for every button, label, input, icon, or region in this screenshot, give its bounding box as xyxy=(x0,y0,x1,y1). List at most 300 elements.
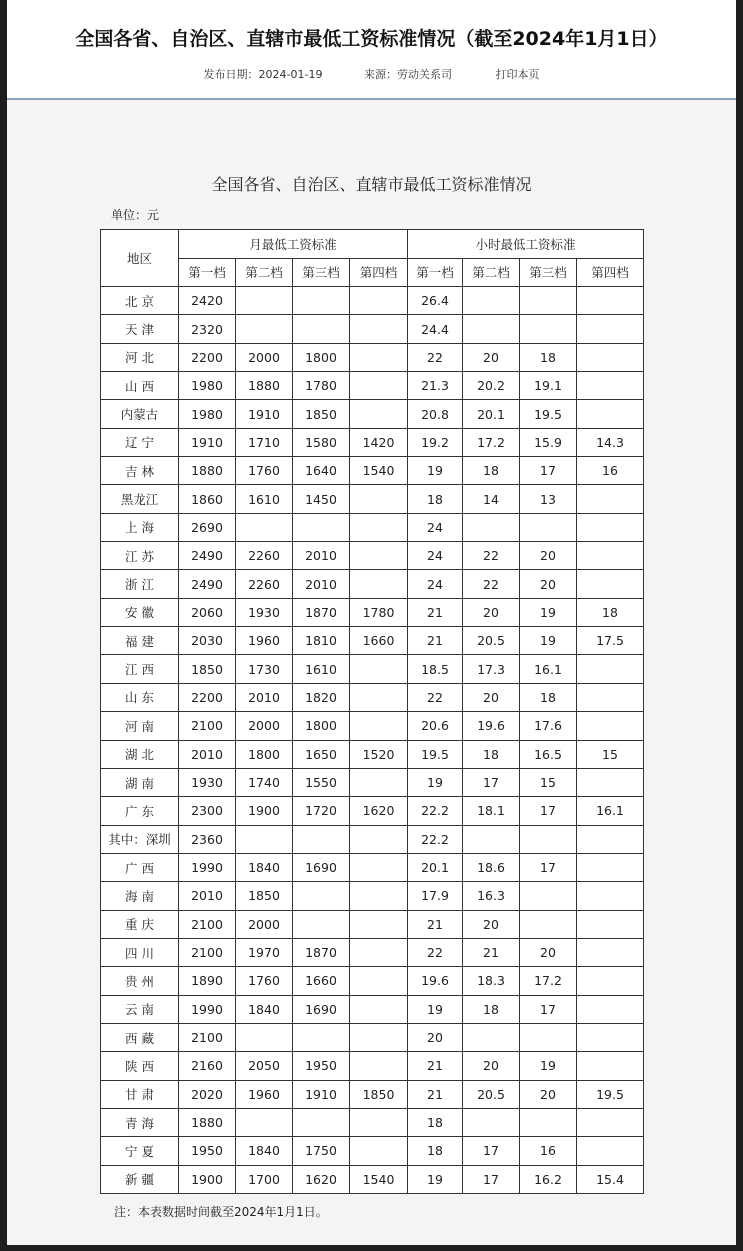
hourly-tier-1-cell: 19 xyxy=(408,457,463,485)
hourly-tier-4-cell xyxy=(577,1023,644,1051)
monthly-tier-4-cell xyxy=(350,287,408,315)
table-row xyxy=(101,485,644,513)
hourly-tier-1-cell: 19 xyxy=(408,995,463,1023)
hourly-tier-4-cell xyxy=(577,287,644,315)
monthly-tier-1-cell: 1850 xyxy=(179,655,236,683)
source-label: 来源：劳动关系司 xyxy=(363,68,452,81)
hourly-tier-3-cell: 18 xyxy=(520,343,577,371)
hourly-tier-2-cell: 18 xyxy=(463,457,520,485)
region-cell: 上 海 xyxy=(101,513,179,541)
footnote: 注：本表数据时间截至2024年1月1日。 xyxy=(114,1205,328,1219)
hourly-tier-3-cell: 19.1 xyxy=(520,372,577,400)
hourly-wage-header: 小时最低工资标准 xyxy=(408,230,644,259)
monthly-tier-3-cell: 1870 xyxy=(293,938,350,966)
hourly-tier-2-cell: 20 xyxy=(463,598,520,626)
hourly-tier-1-cell: 22.2 xyxy=(408,797,463,825)
monthly-tier-1-cell: 2010 xyxy=(179,882,236,910)
hourly-tier-2-cell: 20.2 xyxy=(463,372,520,400)
region-cell: 其中：深圳 xyxy=(101,825,179,853)
monthly-tier-4-cell xyxy=(350,372,408,400)
monthly-tier-4-cell xyxy=(350,655,408,683)
monthly-tier-4-cell xyxy=(350,882,408,910)
region-cell: 湖 南 xyxy=(101,768,179,796)
hourly-tier-2-cell: 20 xyxy=(463,683,520,711)
monthly-tier-2-cell xyxy=(236,315,293,343)
table-row xyxy=(101,853,644,881)
monthly-tier-3-cell xyxy=(293,882,350,910)
hourly-tier-1-cell: 19 xyxy=(408,768,463,796)
hourly-tier-4-cell xyxy=(577,768,644,796)
hourly-tier-3-cell: 16 xyxy=(520,1137,577,1165)
hourly-tier-2-cell: 14 xyxy=(463,485,520,513)
table-row xyxy=(101,683,644,711)
table-row xyxy=(101,1137,644,1165)
monthly-tier-1-cell: 1990 xyxy=(179,995,236,1023)
monthly-tier-1-cell: 2490 xyxy=(179,570,236,598)
hourly-tier-1-cell: 20 xyxy=(408,1023,463,1051)
monthly-tier-1-cell: 2420 xyxy=(179,287,236,315)
hourly-tier-4-cell xyxy=(577,1108,644,1136)
unit-label: 单位：元 xyxy=(111,208,160,222)
region-cell: 山 西 xyxy=(101,372,179,400)
monthly-tier-1-cell: 1900 xyxy=(179,1165,236,1193)
table-row xyxy=(101,740,644,768)
table-row xyxy=(101,457,644,485)
monthly-tier-2-cell: 1930 xyxy=(236,598,293,626)
monthly-tier-4-cell xyxy=(350,343,408,371)
monthly-tier-2-cell: 1840 xyxy=(236,995,293,1023)
table-row xyxy=(101,1108,644,1136)
monthly-tier-4-cell: 1660 xyxy=(350,627,408,655)
region-cell: 山 东 xyxy=(101,683,179,711)
monthly-tier-3-cell: 1780 xyxy=(293,372,350,400)
monthly-tier-2-cell: 1700 xyxy=(236,1165,293,1193)
region-cell: 四 川 xyxy=(101,938,179,966)
monthly-tier-2-cell: 1960 xyxy=(236,1080,293,1108)
monthly-tier-3-header: 第三档 xyxy=(293,258,350,287)
hourly-tier-4-cell xyxy=(577,570,644,598)
hourly-tier-3-cell: 16.2 xyxy=(520,1165,577,1193)
region-cell: 黑龙江 xyxy=(101,485,179,513)
monthly-tier-2-cell: 1800 xyxy=(236,740,293,768)
hourly-tier-2-cell: 22 xyxy=(463,570,520,598)
monthly-tier-3-cell: 1750 xyxy=(293,1137,350,1165)
monthly-tier-4-cell: 1540 xyxy=(350,457,408,485)
monthly-tier-1-cell: 2100 xyxy=(179,712,236,740)
monthly-tier-4-cell: 1420 xyxy=(350,428,408,456)
monthly-tier-2-cell: 1710 xyxy=(236,428,293,456)
monthly-tier-1-cell: 1950 xyxy=(179,1137,236,1165)
monthly-tier-3-cell xyxy=(293,1023,350,1051)
monthly-tier-3-cell: 1910 xyxy=(293,1080,350,1108)
hourly-tier-4-cell xyxy=(577,513,644,541)
monthly-tier-3-cell: 2010 xyxy=(293,570,350,598)
minimum-wage-table xyxy=(100,229,644,1194)
hourly-tier-3-cell: 15 xyxy=(520,768,577,796)
monthly-tier-3-cell: 1690 xyxy=(293,853,350,881)
monthly-tier-2-cell: 1960 xyxy=(236,627,293,655)
monthly-tier-4-cell: 1850 xyxy=(350,1080,408,1108)
hourly-tier-2-cell: 20.5 xyxy=(463,627,520,655)
monthly-tier-2-cell: 1900 xyxy=(236,797,293,825)
monthly-tier-3-cell: 1810 xyxy=(293,627,350,655)
monthly-tier-2-cell: 1880 xyxy=(236,372,293,400)
monthly-tier-4-cell: 1540 xyxy=(350,1165,408,1193)
monthly-tier-1-cell: 2100 xyxy=(179,938,236,966)
hourly-tier-2-header: 第二档 xyxy=(463,258,520,287)
monthly-tier-1-cell: 2020 xyxy=(179,1080,236,1108)
hourly-tier-4-cell xyxy=(577,683,644,711)
monthly-tier-2-cell: 1610 xyxy=(236,485,293,513)
monthly-tier-4-cell xyxy=(350,1023,408,1051)
region-cell: 吉 林 xyxy=(101,457,179,485)
table-row xyxy=(101,967,644,995)
monthly-tier-1-cell: 2160 xyxy=(179,1052,236,1080)
hourly-tier-2-cell: 17 xyxy=(463,1165,520,1193)
print-page-link[interactable]: 打印本页 xyxy=(495,68,540,81)
hourly-tier-1-cell: 21 xyxy=(408,1080,463,1108)
hourly-tier-3-cell: 17.6 xyxy=(520,712,577,740)
region-cell: 北 京 xyxy=(101,287,179,315)
table-row xyxy=(101,542,644,570)
hourly-tier-4-cell xyxy=(577,853,644,881)
table-row xyxy=(101,627,644,655)
hourly-tier-3-cell: 15.9 xyxy=(520,428,577,456)
hourly-tier-3-cell: 19 xyxy=(520,1052,577,1080)
hourly-tier-3-cell: 17 xyxy=(520,797,577,825)
monthly-tier-4-cell xyxy=(350,938,408,966)
monthly-tier-3-cell xyxy=(293,287,350,315)
hourly-tier-1-cell: 24 xyxy=(408,542,463,570)
hourly-tier-4-cell xyxy=(577,542,644,570)
hourly-tier-4-cell xyxy=(577,400,644,428)
hourly-tier-2-cell: 17 xyxy=(463,1137,520,1165)
monthly-tier-4-header: 第四档 xyxy=(350,258,408,287)
hourly-tier-1-cell: 19.5 xyxy=(408,740,463,768)
hourly-tier-2-cell: 20 xyxy=(463,1052,520,1080)
hourly-tier-4-cell: 15.4 xyxy=(577,1165,644,1193)
table-row xyxy=(101,938,644,966)
hourly-tier-2-cell: 18.1 xyxy=(463,797,520,825)
monthly-tier-4-cell xyxy=(350,995,408,1023)
hourly-tier-2-cell: 20.5 xyxy=(463,1080,520,1108)
hourly-tier-2-cell: 21 xyxy=(463,938,520,966)
monthly-tier-1-cell: 2690 xyxy=(179,513,236,541)
monthly-tier-1-cell: 1910 xyxy=(179,428,236,456)
document-title: 全国各省、自治区、直辖市最低工资标准情况 xyxy=(211,175,532,194)
region-cell: 海 南 xyxy=(101,882,179,910)
region-cell: 西 藏 xyxy=(101,1023,179,1051)
hourly-tier-1-cell: 22 xyxy=(408,938,463,966)
region-cell: 广 东 xyxy=(101,797,179,825)
monthly-tier-4-cell: 1520 xyxy=(350,740,408,768)
table-row xyxy=(101,712,644,740)
monthly-tier-3-cell: 1800 xyxy=(293,343,350,371)
monthly-tier-1-cell: 2200 xyxy=(179,343,236,371)
hourly-tier-1-cell: 21 xyxy=(408,627,463,655)
hourly-tier-4-cell xyxy=(577,1137,644,1165)
monthly-tier-2-cell: 1740 xyxy=(236,768,293,796)
monthly-tier-2-cell: 2000 xyxy=(236,712,293,740)
region-cell: 福 建 xyxy=(101,627,179,655)
hourly-tier-4-cell xyxy=(577,995,644,1023)
table-row xyxy=(101,910,644,938)
monthly-tier-4-cell xyxy=(350,1052,408,1080)
table-row xyxy=(101,570,644,598)
hourly-tier-1-cell: 20.6 xyxy=(408,712,463,740)
table-row xyxy=(101,513,644,541)
hourly-tier-1-cell: 24 xyxy=(408,570,463,598)
region-cell: 陕 西 xyxy=(101,1052,179,1080)
table-row xyxy=(101,1023,644,1051)
hourly-tier-1-cell: 22 xyxy=(408,683,463,711)
monthly-tier-2-cell: 1730 xyxy=(236,655,293,683)
hourly-tier-3-cell: 17 xyxy=(520,457,577,485)
hourly-tier-2-cell xyxy=(463,315,520,343)
page xyxy=(7,0,736,1245)
monthly-tier-4-cell xyxy=(350,825,408,853)
hourly-tier-2-cell: 20 xyxy=(463,910,520,938)
table-row xyxy=(101,1165,644,1193)
hourly-tier-4-cell: 16.1 xyxy=(577,797,644,825)
monthly-tier-3-cell: 1720 xyxy=(293,797,350,825)
region-header: 地区 xyxy=(101,230,179,287)
table-row xyxy=(101,372,644,400)
hourly-tier-1-cell: 18 xyxy=(408,485,463,513)
monthly-tier-4-cell xyxy=(350,1137,408,1165)
hourly-tier-2-cell: 16.3 xyxy=(463,882,520,910)
monthly-tier-2-header: 第二档 xyxy=(236,258,293,287)
monthly-tier-1-cell: 2010 xyxy=(179,740,236,768)
tier-header-row xyxy=(101,258,644,287)
hourly-tier-1-cell: 20.1 xyxy=(408,853,463,881)
monthly-tier-1-cell: 2300 xyxy=(179,797,236,825)
hourly-tier-4-cell xyxy=(577,882,644,910)
hourly-tier-3-cell xyxy=(520,910,577,938)
monthly-tier-4-cell xyxy=(350,1108,408,1136)
wage-table-body xyxy=(101,287,644,1194)
monthly-tier-2-cell: 2010 xyxy=(236,683,293,711)
hourly-tier-1-cell: 24.4 xyxy=(408,315,463,343)
table-row xyxy=(101,343,644,371)
region-cell: 天 津 xyxy=(101,315,179,343)
region-cell: 辽 宁 xyxy=(101,428,179,456)
monthly-tier-3-cell xyxy=(293,825,350,853)
region-cell: 江 西 xyxy=(101,655,179,683)
hourly-tier-4-cell xyxy=(577,967,644,995)
monthly-tier-1-cell: 2100 xyxy=(179,910,236,938)
monthly-wage-header: 月最低工资标准 xyxy=(179,230,408,259)
monthly-tier-2-cell xyxy=(236,287,293,315)
hourly-tier-4-cell: 15 xyxy=(577,740,644,768)
monthly-tier-4-cell: 1780 xyxy=(350,598,408,626)
region-cell: 宁 夏 xyxy=(101,1137,179,1165)
monthly-tier-2-cell xyxy=(236,1023,293,1051)
monthly-tier-2-cell: 2000 xyxy=(236,910,293,938)
monthly-tier-4-cell xyxy=(350,315,408,343)
hourly-tier-1-cell: 19.6 xyxy=(408,967,463,995)
hourly-tier-3-cell: 17 xyxy=(520,995,577,1023)
table-row xyxy=(101,428,644,456)
table-row xyxy=(101,825,644,853)
monthly-tier-3-cell: 1640 xyxy=(293,457,350,485)
table-row xyxy=(101,1052,644,1080)
monthly-tier-2-cell: 1840 xyxy=(236,1137,293,1165)
monthly-tier-3-cell: 1610 xyxy=(293,655,350,683)
region-cell: 安 徽 xyxy=(101,598,179,626)
page-title: 全国各省、自治区、直辖市最低工资标准情况（截至2024年1月1日） xyxy=(75,28,668,50)
monthly-tier-3-cell: 1950 xyxy=(293,1052,350,1080)
hourly-tier-1-cell: 21 xyxy=(408,598,463,626)
hourly-tier-2-cell xyxy=(463,513,520,541)
region-cell: 河 北 xyxy=(101,343,179,371)
hourly-tier-2-cell: 17 xyxy=(463,768,520,796)
monthly-tier-3-cell: 1450 xyxy=(293,485,350,513)
monthly-tier-1-cell: 2490 xyxy=(179,542,236,570)
hourly-tier-2-cell xyxy=(463,825,520,853)
hourly-tier-4-cell xyxy=(577,938,644,966)
monthly-tier-4-cell xyxy=(350,853,408,881)
hourly-tier-2-cell: 20 xyxy=(463,343,520,371)
hourly-tier-3-cell xyxy=(520,513,577,541)
hourly-tier-1-cell: 22 xyxy=(408,343,463,371)
hourly-tier-2-cell: 18.3 xyxy=(463,967,520,995)
table-row xyxy=(101,882,644,910)
monthly-tier-3-cell: 1650 xyxy=(293,740,350,768)
monthly-tier-2-cell: 2260 xyxy=(236,570,293,598)
monthly-tier-4-cell xyxy=(350,570,408,598)
hourly-tier-1-cell: 24 xyxy=(408,513,463,541)
monthly-tier-3-cell: 1850 xyxy=(293,400,350,428)
hourly-tier-3-cell: 13 xyxy=(520,485,577,513)
hourly-tier-1-cell: 20.8 xyxy=(408,400,463,428)
table-row xyxy=(101,400,644,428)
hourly-tier-2-cell xyxy=(463,1108,520,1136)
hourly-tier-3-cell: 19 xyxy=(520,598,577,626)
region-cell: 湖 北 xyxy=(101,740,179,768)
monthly-tier-2-cell: 1760 xyxy=(236,967,293,995)
monthly-tier-4-cell xyxy=(350,400,408,428)
monthly-tier-3-cell xyxy=(293,315,350,343)
monthly-tier-3-cell: 1660 xyxy=(293,967,350,995)
monthly-tier-2-cell: 1850 xyxy=(236,882,293,910)
hourly-tier-3-cell xyxy=(520,315,577,343)
monthly-tier-1-cell: 1890 xyxy=(179,967,236,995)
monthly-tier-3-cell: 2010 xyxy=(293,542,350,570)
region-cell: 云 南 xyxy=(101,995,179,1023)
page-header xyxy=(7,0,736,100)
hourly-tier-3-cell xyxy=(520,882,577,910)
hourly-tier-3-cell: 20 xyxy=(520,542,577,570)
hourly-tier-1-cell: 19 xyxy=(408,1165,463,1193)
hourly-tier-1-cell: 17.9 xyxy=(408,882,463,910)
monthly-tier-3-cell: 1690 xyxy=(293,995,350,1023)
hourly-tier-3-cell: 19.5 xyxy=(520,400,577,428)
hourly-tier-2-cell: 18.6 xyxy=(463,853,520,881)
hourly-tier-2-cell: 17.3 xyxy=(463,655,520,683)
hourly-tier-2-cell xyxy=(463,287,520,315)
hourly-tier-4-cell: 14.3 xyxy=(577,428,644,456)
monthly-tier-1-cell: 2200 xyxy=(179,683,236,711)
hourly-tier-4-cell xyxy=(577,1052,644,1080)
region-cell: 重 庆 xyxy=(101,910,179,938)
monthly-tier-3-cell: 1580 xyxy=(293,428,350,456)
hourly-tier-3-cell: 16.5 xyxy=(520,740,577,768)
region-cell: 内蒙古 xyxy=(101,400,179,428)
monthly-tier-1-cell: 1860 xyxy=(179,485,236,513)
hourly-tier-4-cell xyxy=(577,825,644,853)
monthly-tier-4-cell xyxy=(350,683,408,711)
monthly-tier-3-cell xyxy=(293,1108,350,1136)
monthly-tier-2-cell xyxy=(236,825,293,853)
hourly-tier-3-cell: 17.2 xyxy=(520,967,577,995)
hourly-tier-4-cell xyxy=(577,712,644,740)
monthly-tier-3-cell: 1870 xyxy=(293,598,350,626)
monthly-tier-4-cell xyxy=(350,910,408,938)
hourly-tier-1-cell: 26.4 xyxy=(408,287,463,315)
hourly-tier-1-cell: 18 xyxy=(408,1108,463,1136)
table-row xyxy=(101,995,644,1023)
region-cell: 浙 江 xyxy=(101,570,179,598)
monthly-tier-1-cell: 2320 xyxy=(179,315,236,343)
monthly-tier-1-cell: 1980 xyxy=(179,372,236,400)
hourly-tier-2-cell: 17.2 xyxy=(463,428,520,456)
table-row xyxy=(101,768,644,796)
publish-date: 发布日期：2024-01-19 xyxy=(203,68,323,81)
hourly-tier-3-cell: 18 xyxy=(520,683,577,711)
monthly-tier-2-cell xyxy=(236,513,293,541)
region-cell: 江 苏 xyxy=(101,542,179,570)
monthly-tier-4-cell xyxy=(350,485,408,513)
region-cell: 河 南 xyxy=(101,712,179,740)
table-row xyxy=(101,315,644,343)
monthly-tier-3-cell: 1550 xyxy=(293,768,350,796)
table-row xyxy=(101,1080,644,1108)
hourly-tier-4-cell: 17.5 xyxy=(577,627,644,655)
monthly-tier-2-cell: 1910 xyxy=(236,400,293,428)
monthly-tier-1-cell: 2030 xyxy=(179,627,236,655)
monthly-tier-3-cell: 1800 xyxy=(293,712,350,740)
hourly-tier-3-cell xyxy=(520,1023,577,1051)
hourly-tier-3-cell: 20 xyxy=(520,938,577,966)
hourly-tier-4-cell xyxy=(577,343,644,371)
table-row xyxy=(101,797,644,825)
monthly-tier-2-cell: 1970 xyxy=(236,938,293,966)
table-row xyxy=(101,655,644,683)
hourly-tier-2-cell: 18 xyxy=(463,740,520,768)
hourly-tier-3-header: 第三档 xyxy=(520,258,577,287)
hourly-tier-4-cell: 19.5 xyxy=(577,1080,644,1108)
monthly-tier-3-cell xyxy=(293,513,350,541)
hourly-tier-4-cell: 16 xyxy=(577,457,644,485)
hourly-tier-3-cell xyxy=(520,825,577,853)
hourly-tier-4-cell: 18 xyxy=(577,598,644,626)
hourly-tier-2-cell: 18 xyxy=(463,995,520,1023)
monthly-tier-1-cell: 1930 xyxy=(179,768,236,796)
hourly-tier-3-cell: 16.1 xyxy=(520,655,577,683)
monthly-tier-2-cell xyxy=(236,1108,293,1136)
monthly-tier-4-cell xyxy=(350,513,408,541)
hourly-tier-3-cell xyxy=(520,287,577,315)
monthly-tier-2-cell: 1760 xyxy=(236,457,293,485)
hourly-tier-1-cell: 21.3 xyxy=(408,372,463,400)
hourly-tier-1-cell: 18.5 xyxy=(408,655,463,683)
hourly-tier-2-cell: 19.6 xyxy=(463,712,520,740)
monthly-tier-1-cell: 2360 xyxy=(179,825,236,853)
monthly-tier-1-cell: 1880 xyxy=(179,457,236,485)
region-cell: 广 西 xyxy=(101,853,179,881)
hourly-tier-2-cell: 22 xyxy=(463,542,520,570)
